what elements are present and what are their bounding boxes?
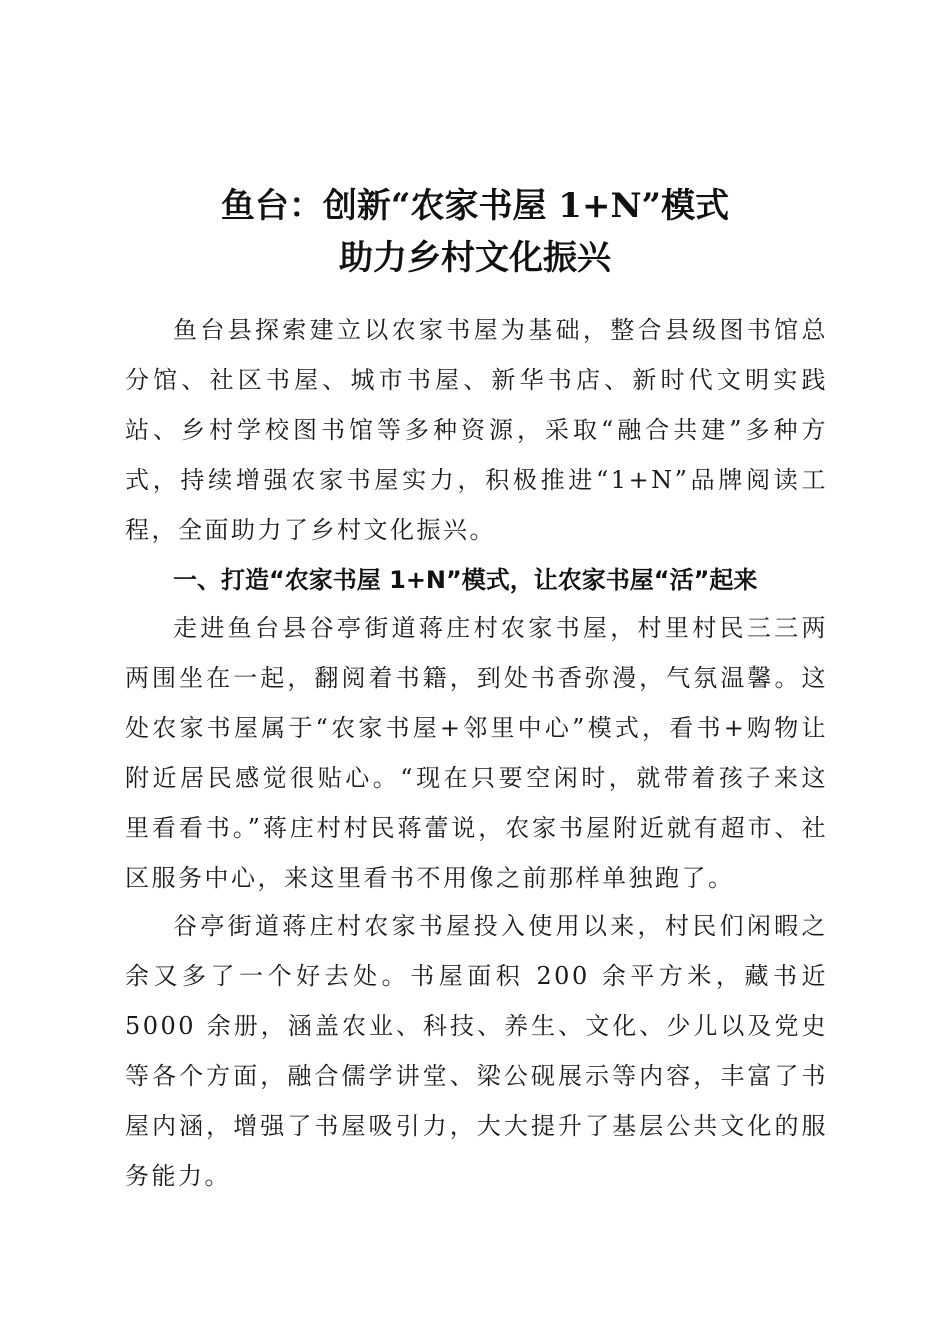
section-heading-1: 一、打造“农家书屋 1+N”模式，让农家书屋“活”起来 [173, 566, 758, 594]
document-title-line-2: 助力乡村文化振兴 [339, 238, 611, 278]
body-paragraph-2: 走进鱼台县谷亭街道蒋庄村农家书屋，村里村民三三两两围坐在一起，翻阅着书籍，到处书香弥漫，气氛温馨。这处农家书屋属于“农家书屋+邻里中心”模式，看书+购物让附近居民感觉很贴心。“现在只要空闲时，就带着孩子来这里看看书。”蒋庄村村民蒋蕾说，农家书屋附近就有超市、社区服务中心，来这里看书不用像之前那样单独跑了。 [125, 614, 828, 892]
intro-paragraph: 鱼台县探索建立以农家书屋为基础，整合县级图书馆总分馆、社区书屋、城市书屋、新华书店、新时代文明实践站、乡村学校图书馆等多种资源，采取“融合共建”多种方式，持续增强农家书屋实力，积极推进“1+N”品牌阅读工程，全面助力了乡村文化振兴。 [125, 316, 828, 544]
document-title-line-1: 鱼台：创新“农家书屋 1+N”模式 [220, 186, 730, 226]
body-paragraph-3: 谷亭街道蒋庄村农家书屋投入使用以来，村民们闲暇之余又多了一个好去处。书屋面积 200 余平方米，藏书近 5000 余册，涵盖农业、科技、养生、文化、少儿以及党史等各个方面，融合儒学讲堂、梁公砚展示等内容，丰富了书屋内涵，增强了书屋吸引力，大大提升了基层公共文化的服务能力。 [125, 912, 828, 1190]
